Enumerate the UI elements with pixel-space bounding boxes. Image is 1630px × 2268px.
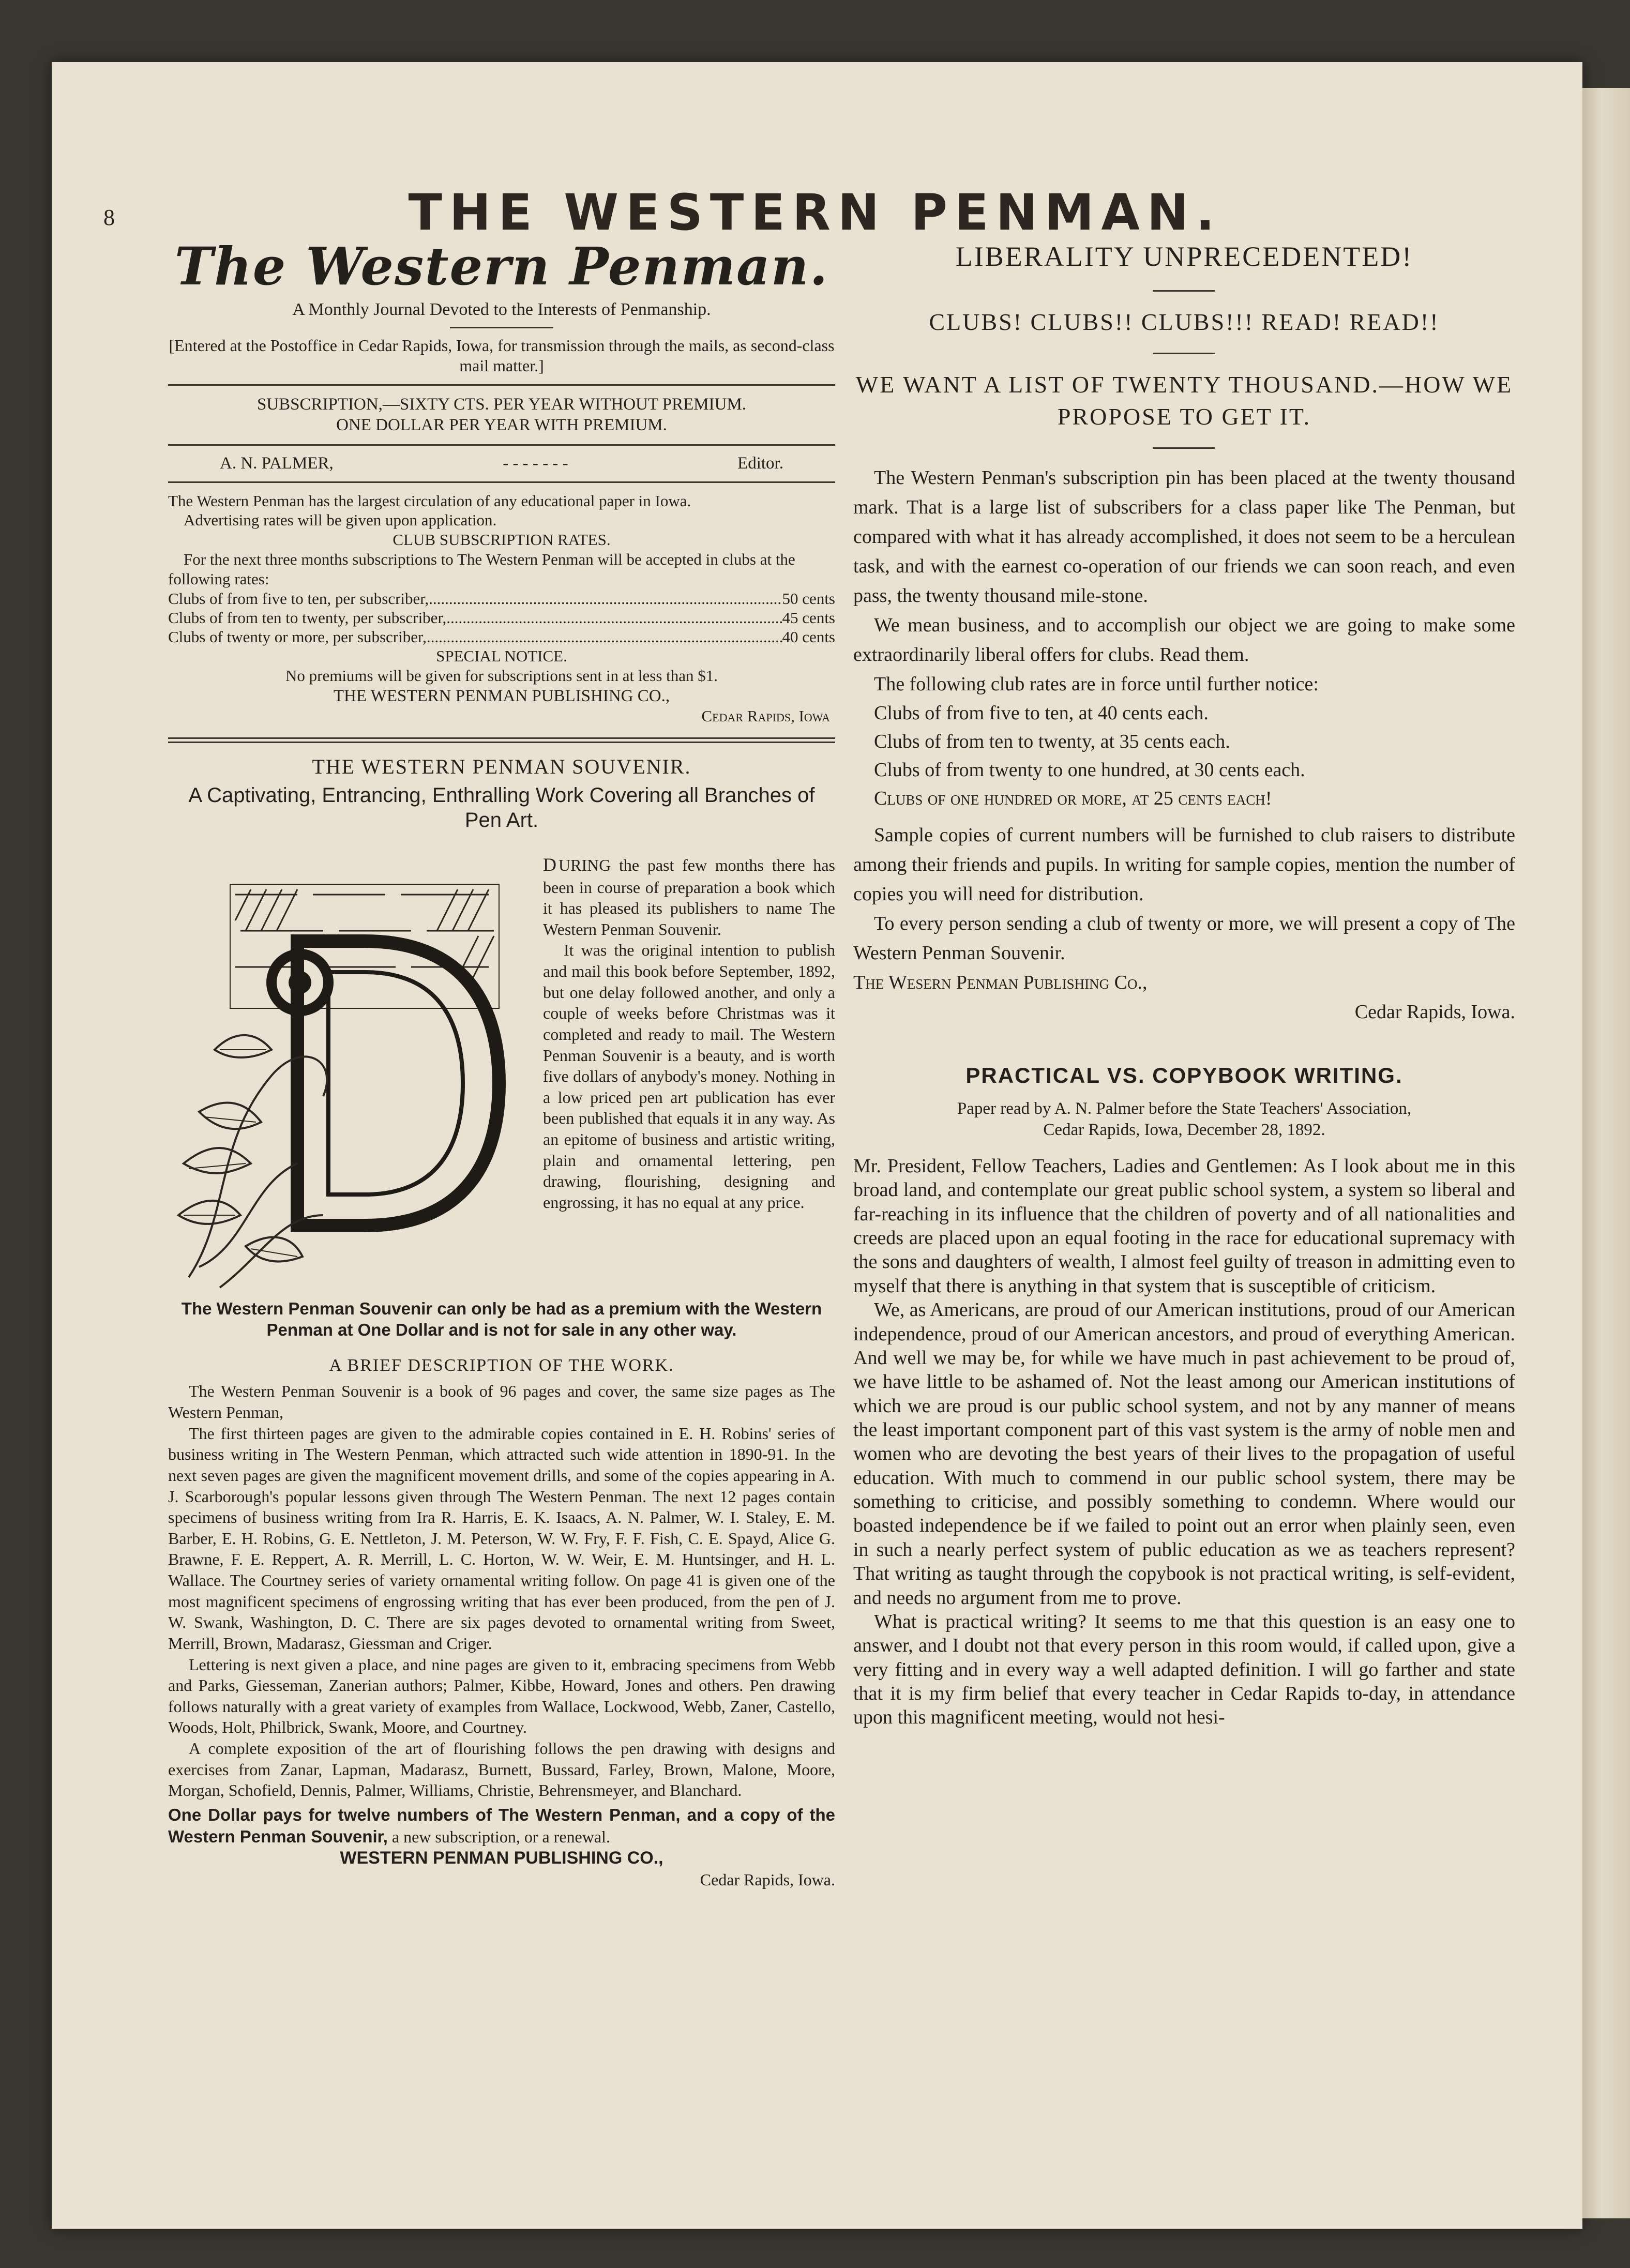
editor-name: A. N. PALMER, bbox=[220, 453, 334, 473]
advertising-notice: Advertising rates will be given upon application. bbox=[184, 511, 497, 530]
divider bbox=[450, 327, 553, 328]
essay-heading: PRACTICAL VS. COPYBOOK WRITING. bbox=[965, 1063, 1403, 1087]
subscription-pin-paragraph: The Western Penman's subscription pin has been placed at the twenty thousand mark. That is a large list of subscribers for a class paper like The Penman, but compared with what it has already accomplished, it does not seem to be a herculean task, and with the earnest co-operation of our friends we can soon reach, and even pass, the twenty thousand mile-stone. bbox=[853, 467, 1515, 607]
divider bbox=[168, 481, 835, 483]
souvenir-article bbox=[168, 853, 835, 1341]
club-rates-intro-right: The following club rates are in force until further notice: bbox=[874, 673, 1319, 695]
club-rates-intro: For the next three months subscriptions to The Western Penman will be accepted in clubs at the following rates: bbox=[168, 550, 795, 588]
divider bbox=[168, 444, 835, 446]
club-rates-heading: CLUB SUBSCRIPTION RATES. bbox=[393, 531, 611, 549]
no-premiums-notice: No premiums will be given for subscriptions sent in at less than $1. bbox=[285, 667, 718, 685]
journal-title: The Western Penman. bbox=[174, 236, 829, 297]
clubs-heading: CLUBS! CLUBS!! CLUBS!!! READ! READ!! bbox=[929, 308, 1440, 335]
club-rate-item: Clubs of from five to ten, at 40 cents each. bbox=[874, 702, 1209, 724]
subscription-line-1: SUBSCRIPTION,—SIXTY CTS. PER YEAR WITHOUT PREMIUM. bbox=[256, 395, 747, 414]
editor-dashes: - - - - - - - bbox=[503, 453, 568, 473]
sample-copies-paragraph: Sample copies of current numbers will be furnished to club raisers to distribute among their friends and pupils. In writing for sample copies, mention the number of copies you will need for distribution. bbox=[853, 824, 1515, 905]
club-rate-row: Clubs of twenty or more, per subscriber, ..... 40 cents bbox=[168, 627, 835, 646]
essay-paragraph-3: What is practical writing? It seems to me that this question is an easy one to answer, and I doubt not that every person in this room would, if called upon, give a very fitting and in every way a well adapted definition. I will go farther and state that it is my firm belief that every teacher in Cedar Rapids to-day, in attendance upon this magnificent meeting, would not hesi- bbox=[853, 1610, 1515, 1729]
essay-paragraph-1: Mr. President, Fellow Teachers, Ladies and Gentlemen: As I look about me in this broad land, and contemplate our great public school system, a system so liberal and far-reaching in its influence that the children of poverty and of all nationalities and creeds are placed upon an equal footing in the race for educational supremacy with the sons and daughters of wealth, I almost feel guilty of treason in admitting even to myself that there is anything in that system that is susceptible of criticism. bbox=[853, 1155, 1515, 1297]
souvenir-paragraph-1: DURING the past few months there has been in course of preparation a book which it has pleased its publishers to name The Western Penman Souvenir. bbox=[543, 854, 835, 939]
closing-offer: One Dollar pays for twelve numbers of The Western Penman, and a copy of the Western Penman Souvenir, a new subscription, or a renewal. bbox=[168, 1805, 835, 1846]
publisher-name: THE WESTERN PENMAN PUBLISHING CO., bbox=[333, 686, 670, 705]
souvenir-heading: THE WESTERN PENMAN SOUVENIR. bbox=[312, 754, 691, 778]
essay-paragraph-2: We, as Americans, are proud of our American institutions, proud of our American independence, proud of our American ancestors, and proud of everything American. And well we may be, for while we have much in past achievement to be proud of, we have little to be ashamed of. Not the least among our American institutions of which we are proud is our public school system, and not by any manner of means the least important component part of this vast system is the army of noble men and women who are devoting the best years of their lives to the propagation of useful education. With much to commend in our public school system, there may be something to criticise, and possibly something to condemn. Where would our boasted independence be if we failed to point out an error when plainly seen, even in such a nearly perfect system of public education as we as teachers represent? That writing as taught through the copybook is not practical writing, is self-evident, and needs no argument from me to prove. bbox=[853, 1299, 1515, 1609]
divider bbox=[168, 384, 835, 386]
left-column bbox=[168, 238, 835, 1890]
adjacent-page-edge bbox=[1582, 88, 1630, 2218]
ornamental-drop-cap-illustration bbox=[168, 853, 530, 1293]
signature-publisher: The Wesern Penman Publishing Co., bbox=[853, 971, 1148, 993]
twenty-thousand-heading: WE WANT A LIST OF TWENTY THOUSAND.—HOW WE PROPOSE TO GET IT. bbox=[855, 371, 1513, 430]
brief-paragraph-3: Lettering is next given a place, and nine pages are given to it, embracing specimens from Webb and Parks, Giesseman, Zanerian authors; Palmer, Kibbe, Howard, Jones and others. Pen drawing follows naturally with a great variety of examples from Wallace, Lockwood, Webb, Zaner, Castello, Woods, Holt, Philbrick, Swank, Moore, and Courtney. bbox=[168, 1655, 835, 1737]
short-rule bbox=[1153, 290, 1215, 292]
publisher-city: Cedar Rapids, Iowa bbox=[701, 707, 830, 725]
double-rule bbox=[168, 737, 835, 743]
brief-paragraph-4: A complete exposition of the art of flourishing follows the pen drawing with designs and exercises from Zanar, Lapman, Madarasz, Burnett, Bussard, Farley, Brown, Malone, Moore, Morgan, Schofield, Dennis, Palmer, Williams, Christie, Behrensmeyer, and Blanchard. bbox=[168, 1739, 835, 1800]
closing-city: Cedar Rapids, Iowa. bbox=[700, 1870, 835, 1889]
journal-subtitle: A Monthly Journal Devoted to the Interests of Penmanship. bbox=[292, 300, 711, 319]
souvenir-premium-notice: The Western Penman Souvenir can only be had as a premium with the Western Penman at One Dollar and is not for sale in any other way. bbox=[181, 1298, 822, 1340]
club-rates-list bbox=[168, 589, 835, 647]
souvenir-subheading: A Captivating, Entrancing, Enthralling Work Covering all Branches of Pen Art. bbox=[188, 783, 815, 831]
signature-city: Cedar Rapids, Iowa. bbox=[1354, 1001, 1515, 1023]
club-rate-item: Clubs of from twenty to one hundred, at 30 cents each. bbox=[874, 759, 1305, 781]
short-rule bbox=[1153, 353, 1215, 354]
mean-business-paragraph: We mean business, and to accomplish our object we are going to make some extraordinarily liberal offers for clubs. Read them. bbox=[853, 614, 1515, 666]
short-rule bbox=[1153, 447, 1215, 449]
club-rate-item: Clubs of one hundred or more, at 25 cents each! bbox=[874, 788, 1272, 810]
right-column bbox=[853, 238, 1515, 1730]
editor-line bbox=[168, 454, 835, 473]
essay-byline-2: Cedar Rapids, Iowa, December 28, 1892. bbox=[1043, 1120, 1325, 1139]
page-number: 8 bbox=[103, 205, 115, 230]
masthead: THE WESTERN PENMAN. bbox=[408, 184, 1222, 241]
brief-description-heading: A BRIEF DESCRIPTION OF THE WORK. bbox=[329, 1356, 674, 1375]
club-rates-list-right bbox=[853, 699, 1515, 813]
closing-publisher: WESTERN PENMAN PUBLISHING CO., bbox=[340, 1848, 663, 1868]
souvenir-paragraph-2: It was the original intention to publish and mail this book before September, 1892, but one delay followed another, and only a couple of weeks before Christmas was it completed and ready to mail. The Western Penman Souvenir is a beauty, and is worth five dollars of anybody's money. Nothing in a low priced pen art publication has ever been published that equals it in any way. As an epitome of business and artistic writing, plain and ornamental lettering, pen drawing, flourishing, designing and engrossing, it has no equal at any price. bbox=[543, 941, 835, 1212]
brief-paragraph-1: The Western Penman Souvenir is a book of 96 pages and cover, the same size pages as The Western Penman, bbox=[168, 1382, 835, 1422]
souvenir-offer-paragraph: To every person sending a club of twenty or more, we will present a copy of The Western Penman Souvenir. bbox=[853, 912, 1515, 964]
brief-paragraph-2: The first thirteen pages are given to the admirable copies contained in E. H. Robins' series of business writing in The Western Penman, which attracted such wide attention in 1890-91. In the next seven pages are given the magnificent movement drills, and some of the copies appearing in A. J. Scarborough's popular lessons given through The Western Penman. The next 12 pages contain specimens of business writing from Ira R. Harris, E. K. Isaacs, A. N. Palmer, W. I. Staley, E. M. Barber, E. H. Robins, G. E. Nettleton, J. M. Peterson, W. W. Fry, F. F. Fish, C. E. Spayd, Alice G. Brawne, F. E. Reppert, A. R. Merrill, L. C. Horton, W. W. Weir, E. M. Huntsinger, and H. L. Wallace. The Courtney series of variety ornamental writing follow. On page 41 is given one of the most magnificent specimens of engrossing writing that has ever been produced, from the pen of J. W. Swank, Washington, D. C. There are six pages devoted to ornamental writing from Sweet, Merrill, Brown, Madarasz, Giessman and Criger. bbox=[168, 1424, 835, 1653]
editor-label: Editor. bbox=[737, 453, 783, 473]
subscription-line-2: ONE DOLLAR PER YEAR WITH PREMIUM. bbox=[336, 416, 667, 435]
club-rate-row: Clubs of from five to ten, per subscriber, ..... 50 cents bbox=[168, 589, 835, 608]
club-rate-row: Clubs of from ten to twenty, per subscriber, ..... 45 cents bbox=[168, 608, 835, 627]
entered-notice: [Entered at the Postoffice in Cedar Rapids, Iowa, for transmission through the mails, as second-class mail matter.] bbox=[169, 336, 835, 375]
liberality-heading: LIBERALITY UNPRECEDENTED! bbox=[955, 241, 1413, 272]
circulation-notice: The Western Penman has the largest circulation of any educational paper in Iowa. bbox=[168, 491, 691, 510]
essay-byline-1: Paper read by A. N. Palmer before the State Teachers' Association, bbox=[957, 1099, 1412, 1118]
club-rate-item: Clubs of from ten to twenty, at 35 cents each. bbox=[874, 731, 1230, 753]
special-notice-heading: SPECIAL NOTICE. bbox=[436, 647, 567, 666]
